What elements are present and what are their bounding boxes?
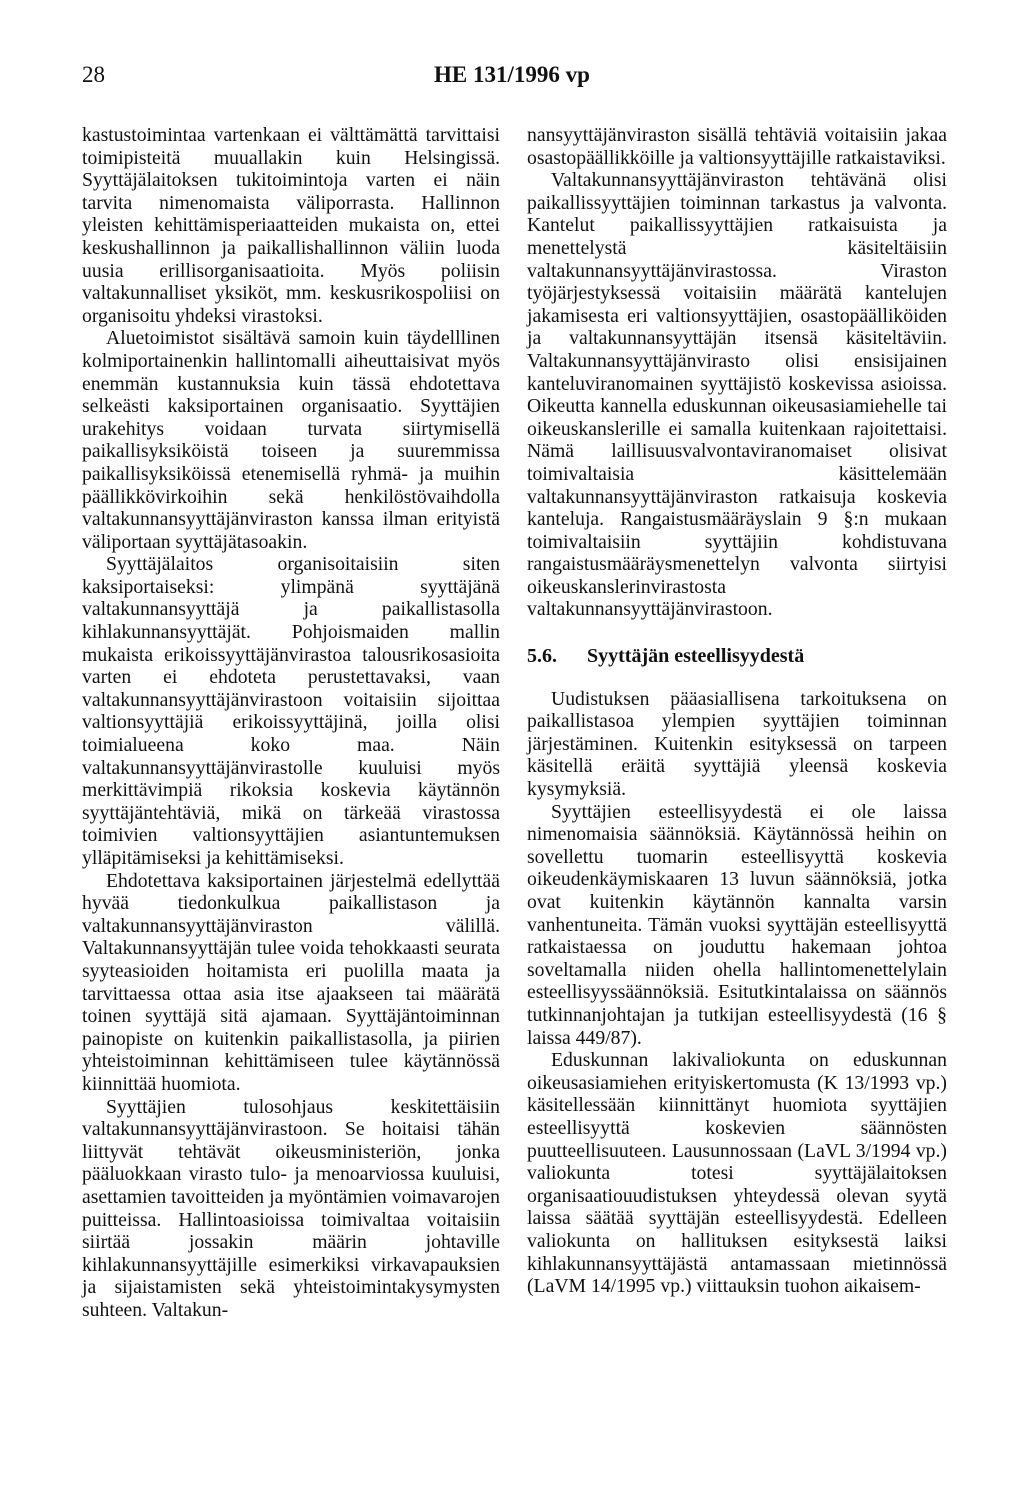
page-header — [0, 62, 1024, 92]
paragraph: Uudistuksen pääasiallisena tarkoituksena on paikallistasoa ylempien syyttäjien toiminnan järjestäminen. Kuitenkin esityksessä on tarpeen käsitellä eräitä syyttäjiä yleensä koskevia kysymyksiä. — [527, 687, 947, 801]
paragraph: Syyttäjien esteellisyydestä ei ole laissa nimenomaisia säännöksiä. Käytännössä heihin on sovellettu tuomarin esteellisyyttä koskevia oikeudenkäymiskaaren 13 luvun säännöksiä, jotka ovat kuitenkin käytännön kannalta varsin vanhentuneita. Tämän vuoksi syyttäjän esteellisyyttä ratkaistaessa on jouduttu hakemaan johtoa soveltamalla niiden ohella hallintomenettelylain esteellisyyssäännöksiä. Esitutkintalaissa on säännös tutkinnanjohtajan ja tutkijan esteellisyydestä (16 § laissa 449/87). — [527, 800, 947, 1049]
paragraph: Syyttäjälaitos organisoitaisiin siten kaksiportaiseksi: ylimpänä syyttäjänä valtakunnansyyttäjä ja paikallistasolla kihlakunnansyyttäjät. Pohjoismaiden mallin mukaista erikoissyyttäjänvirastoa talousrikosasioita varten ei ehdoteta perustettavaksi, vaan valtakunnansyyttäjänvirastoon voitaisiin sijoittaa valtionsyyttäjiä erikoissyyttäjinä, joilla olisi toimialueena koko maa. Näin valtakunnansyyttäjänvirastolle kuuluisi myös merkittävimpiä rikoksia koskevia käytännön syyttäjäntehtäviä, mikä on tärkeää virastossa toimivien valtionsyyttäjien asiantuntemuksen ylläpitämiseksi ja kehittämiseksi. — [82, 553, 500, 869]
right-column — [527, 124, 947, 1298]
section-number: 5.6. — [527, 645, 557, 668]
section-title: Syyttäjän esteellisyydestä — [587, 645, 805, 668]
left-column — [82, 124, 500, 1321]
paragraph: nansyyttäjänviraston sisällä tehtäviä voitaisiin jakaa osastopäällikköille ja valtionsyyttäjille ratkaistaviksi. — [527, 124, 947, 169]
section-heading — [527, 645, 947, 668]
paragraph: Aluetoimistot sisältävä samoin kuin täydelllinen kolmiportainenkin hallintomalli aiheuttaisivat myös enemmän kustannuksia kuin tässä ehdotettava selkeästi kaksiportainen organisaatio. Syyttäjien urakehitys voidaan turvata siirtymisellä paikallisyksiköistä toiseen ja suuremmissa paikallisyksiköissä etenemisellä ryhmä- ja muihin päällikkövirkoihin sekä henkilöstövaihdolla valtakunnansyyttäjänviraston kanssa ilman erityistä väliportaan syyttäjätasoakin. — [82, 327, 500, 553]
paragraph: Valtakunnansyyttäjänviraston tehtävänä olisi paikallissyyttäjien toiminnan tarkastus ja valvonta. Kantelut paikallissyyttäjien ratkaisuista ja menettelystä käsiteltäisiin valtakunnansyyttäjänvirastossa. Viraston työjärjestyksessä voitaisiin määrätä kantelujen jakamisesta eri valtionsyyttäjien, osastopäälliköiden ja valtakunnansyyttäjän itsensä käsiteltäviin. Valtakunnansyyttäjänvirasto olisi ensisijainen kanteluviranomainen syyttäjistö koskevissa asioissa. Oikeutta kannella eduskunnan oikeusasiamiehelle tai oikeuskanslerille ei samalla kuitenkaan rajoitettaisi. Nämä laillisuusvalvontaviranomaiset olisivat toimivaltaisia käsittelemään valtakunnansyyttäjänviraston ratkaisuja koskevia kanteluja. Rangaistusmääräyslain 9 §:n mukaan toimivaltaisiin syyttäjiin kohdistuvana rangaistusmääräysmenettelyn valvonta siirtyisi oikeuskanslerinvirastosta valtakunnansyyttäjänvirastoon. — [527, 169, 947, 621]
document-id: HE 131/1996 vp — [434, 62, 590, 87]
paragraph: Eduskunnan lakivaliokunta on eduskunnan oikeusasiamiehen erityiskertomusta (K 13/1993 vp.) käsitellessään kiinnittänyt huomiota syyttäjien esteellisyyttä koskevien säännösten puutteellisuuteen. Lausunnossaan (LaVL 3/1994 vp.) valiokunta totesi syyttäjälaitoksen organisaatiouudistuksen yhteydessä olevan syytä laissa säätää syyttäjän esteellisyydestä. Edelleen valiokunta on hallituksen esityksestä laiksi kihlakunnansyyttäjästä antamassaan mietinnössä (LaVM 14/1995 vp.) viittauksin tuohon aikaisem- — [527, 1049, 947, 1298]
paragraph: Syyttäjien tulosohjaus keskitettäisiin valtakunnansyyttäjänvirastoon. Se hoitaisi tähän liittyvät tehtävät oikeusministeriön, jonka pääluokkaan virasto tulo- ja menoarviossa kuuluisi, asettamien tavoitteiden ja myöntämien voimavarojen puitteissa. Hallintoasioissa toimivaltaa voitaisiin siirtää jossakin määrin johtaville kihlakunnansyyttäjille esimerkiksi virkavapauksien ja sijaistamisten sekä yhteistoimintakysymysten suhteen. Valtakun- — [82, 1095, 500, 1321]
paragraph: Ehdotettava kaksiportainen järjestelmä edellyttää hyvää tiedonkulkua paikallistason ja valtakunnansyyttäjänviraston välillä. Valtakunnansyyttäjän tulee voida tehokkaasti seurata syyteasioiden hoitamista eri puolilla maata ja tarvittaessa ottaa asia itse ajaakseen tai määrätä toinen syyttäjä sitä ajamaan. Syyttäjäntoiminnan painopiste on kuitenkin paikallistasolla, ja piirien yhteistoiminnan kehittämiseen tulee käytännössä kiinnittää huomiota. — [82, 869, 500, 1095]
page-number: 28 — [82, 62, 105, 87]
paragraph: kastustoimintaa vartenkaan ei välttämättä tarvittaisi toimipisteitä muuallakin kuin Helsingissä. Syyttäjälaitoksen tukitoimintoja varten ei näin tarvita nimenomaista väliporrasta. Hallinnon yleisten kehittämisperiaatteiden mukaista on, ettei keskushallinnon ja paikallishallinnon väliin luoda uusia erillisorganisaatioita. Myös poliisin valtakunnalliset yksiköt, mm. keskusrikospoliisi on organisoitu yhdeksi virastoksi. — [82, 124, 500, 327]
